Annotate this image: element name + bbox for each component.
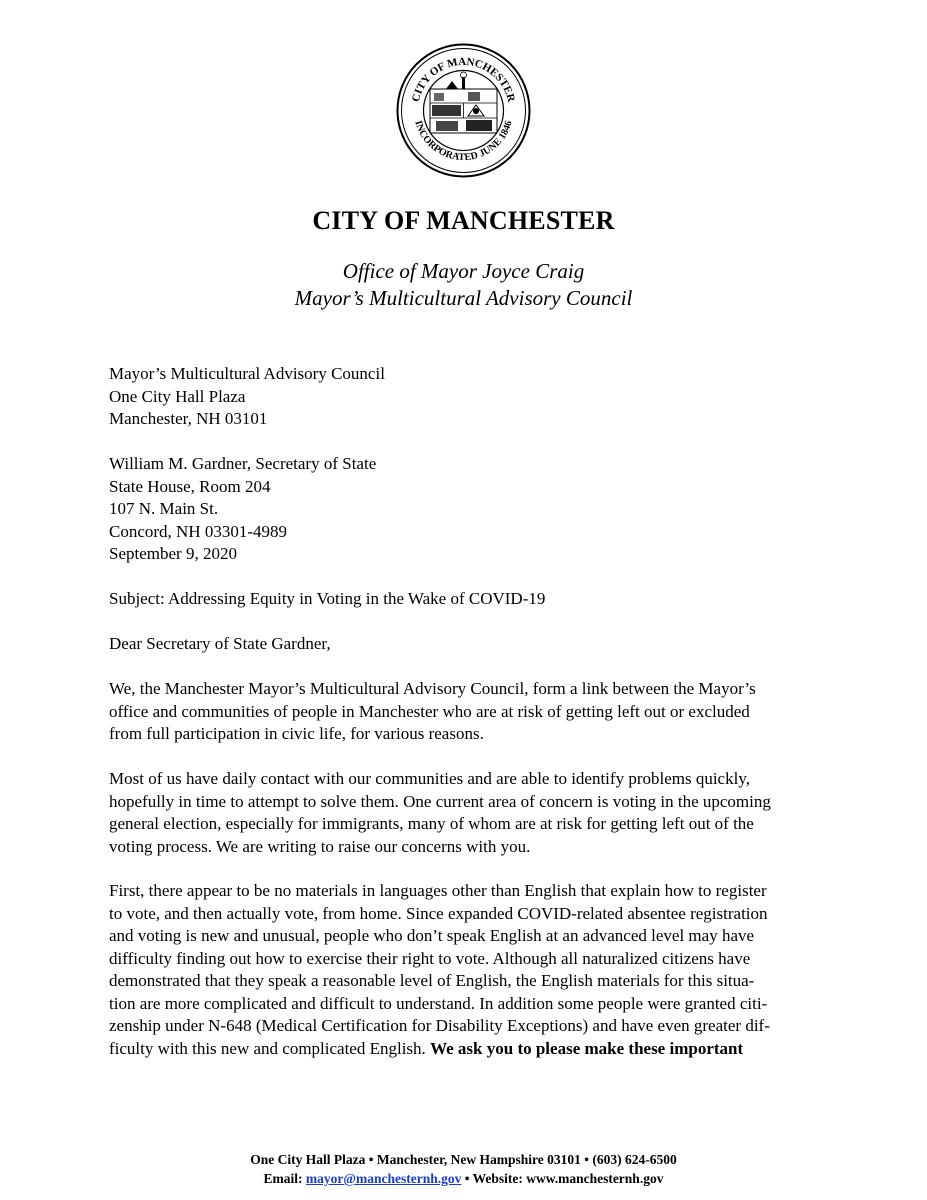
recipient-line: State House, Room 204 bbox=[109, 476, 271, 496]
paragraph-3 bbox=[109, 880, 829, 1060]
svg-text:INCORPORATED JUNE 1846 bbox=[412, 119, 514, 163]
paragraph-line: to vote, and then actually vote, from home. Since expanded COVID-related absentee registration bbox=[109, 903, 768, 923]
letter-date: September 9, 2020 bbox=[109, 544, 237, 563]
paragraph-line: from full participation in civic life, for various reasons. bbox=[109, 724, 484, 743]
sender-address bbox=[109, 363, 385, 431]
paragraph-line: and voting is new and unusual, people who don’t speak English at an advanced level may have bbox=[109, 926, 755, 945]
paragraph-text: ficulty with this new and complicated English. bbox=[109, 1038, 431, 1058]
paragraph-line: general election, especially for immigrants, many of whom are at risk for getting left out of the bbox=[109, 814, 754, 833]
salutation: Dear Secretary of State Gardner, bbox=[109, 634, 331, 653]
sender-line: Mayor’s Multicultural Advisory Council bbox=[109, 364, 385, 383]
footer-address: One City Hall Plaza • Manchester, New Hampshire 03101 • (603) 624-6500 bbox=[250, 1152, 677, 1167]
recipient-line: William M. Gardner, Secretary of State bbox=[109, 454, 377, 473]
paragraph-line: voting process. We are writing to raise our concerns with you. bbox=[109, 836, 531, 856]
paragraph-line: First, there appear to be no materials in languages other than English that explain how to register bbox=[109, 881, 767, 900]
request-emphasis: We ask you to please make these important bbox=[430, 1038, 744, 1058]
seal-ring-top-text: CITY OF MANCHESTER bbox=[409, 55, 518, 104]
paragraph-2 bbox=[109, 768, 829, 858]
paragraph-line: office and communities of people in Manchester who are at risk of getting left out or excluded bbox=[109, 701, 750, 721]
recipient-line: 107 N. Main St. bbox=[109, 499, 219, 518]
paragraph-line: tion are more complicated and difficult to understand. In addition some people were granted citi- bbox=[109, 993, 768, 1013]
seal-inner-scene bbox=[430, 72, 497, 133]
paragraph-line: hopefully in time to attempt to solve them. One current area of concern is voting in the upcoming bbox=[109, 791, 771, 811]
footer-contact bbox=[0, 1169, 927, 1188]
recipient-address bbox=[109, 453, 376, 566]
sender-line: One City Hall Plaza bbox=[109, 386, 246, 406]
office-line-council: Mayor’s Multicultural Advisory Council bbox=[294, 286, 633, 310]
website-text: • Website: www.manchesternh.gov bbox=[461, 1171, 664, 1186]
recipient-line: Concord, NH 03301-4989 bbox=[109, 521, 288, 541]
sender-line: Manchester, NH 03101 bbox=[109, 409, 268, 428]
office-line-mayor: Office of Mayor Joyce Craig bbox=[342, 259, 585, 283]
paragraph-line: difficulty finding out how to exercise their right to vote. Although all naturalized citizens have bbox=[109, 948, 751, 968]
paragraph-line: zenship under N-648 (Medical Certification for Disability Exceptions) and have even greater dif- bbox=[109, 1016, 770, 1035]
email-label: Email: bbox=[263, 1171, 306, 1186]
email-link[interactable]: mayor@manchesternh.gov bbox=[305, 1171, 462, 1186]
paragraph-line-last bbox=[109, 1038, 829, 1061]
letterhead-footer bbox=[0, 1150, 927, 1188]
office-heading bbox=[0, 258, 927, 312]
seal-ring-bottom-text: INCORPORATED JUNE 1846 bbox=[412, 119, 515, 164]
subject-line: Subject: Addressing Equity in Voting in the Wake of COVID-19 bbox=[109, 589, 546, 608]
city-seal bbox=[396, 43, 531, 178]
paragraph-line: Most of us have daily contact with our communities and are able to identify problems quickly, bbox=[109, 769, 750, 788]
paragraph-1 bbox=[109, 678, 829, 746]
paragraph-line: We, the Manchester Mayor’s Multicultural Advisory Council, form a link between the Mayor’s bbox=[109, 679, 756, 698]
page-title: CITY OF MANCHESTER bbox=[312, 206, 615, 235]
paragraph-line: demonstrated that they speak a reasonable level of English, the English materials for this situa- bbox=[109, 971, 755, 990]
